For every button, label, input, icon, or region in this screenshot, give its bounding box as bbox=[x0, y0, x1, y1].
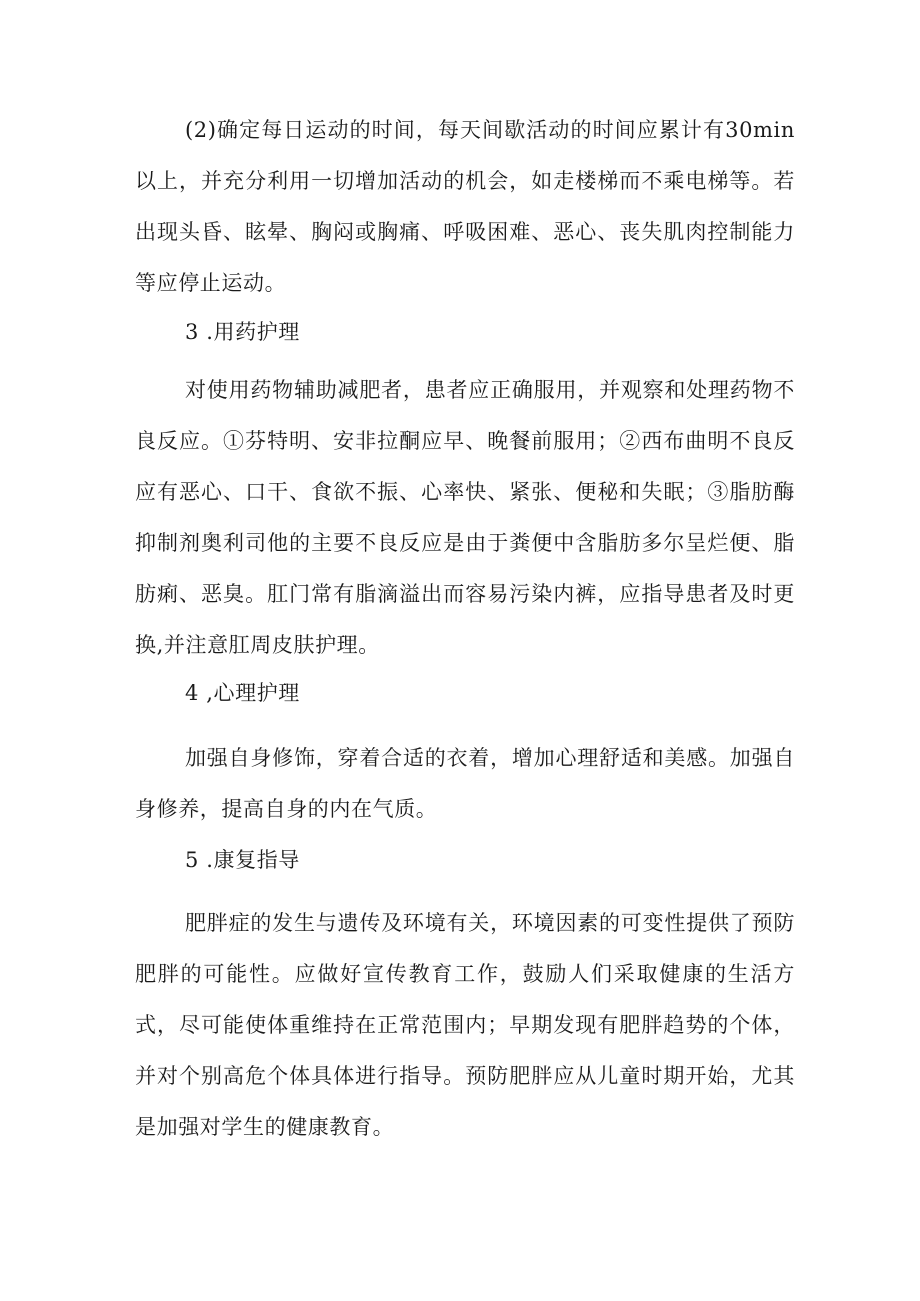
section-heading-medication: 3 .用药护理 bbox=[185, 320, 300, 344]
paragraph-rehabilitation: 肥胖症的发生与遗传及环境有关，环境因素的可变性提供了预防肥胖的可能性。应做好宣传教育工作，鼓励人们采取健康的生活方式，尽可能使体重维持在正常范围内；早期发现有肥胖趋势的个体，并对个别高危个体具体进行指导。预防肥胖应从儿童时期开始，尤其是加强对学生的健康教育。 bbox=[135, 911, 795, 1139]
paragraph-exercise-time: (2)确定每日运动的时间，每天间歇活动的时间应累计有30min以上，并充分利用一切增加活动的机会，如走楼梯而不乘电梯等。若出现头昏、眩晕、胸闷或胸痛、呼吸困难、恶心、丧失肌肉控制能力等应停止运动。 bbox=[135, 118, 795, 295]
section-heading-psychological: 4 ,心理护理 bbox=[185, 681, 300, 705]
paragraph-medication: 对使用药物辅助减肥者，患者应正确服用，并观察和处理药物不良反应。①芬特明、安非拉酮应早、晚餐前服用；②西布曲明不良反应有恶心、口干、食欲不振、心率快、紧张、便秘和失眠；③脂肪酶抑制剂奥利司他的主要不良反应是由于粪便中含脂肪多尔呈烂便、脂肪痢、恶臭。肛门常有脂滴溢出而容易污染内裤，应指导患者及时更换,并注意肛周皮肤护理。 bbox=[135, 378, 795, 657]
paragraph-psychological: 加强自身修饰，穿着合适的衣着，增加心理舒适和美感。加强自身修养，提高自身的内在气质。 bbox=[135, 746, 795, 821]
section-heading-rehabilitation: 5 .康复指导 bbox=[185, 848, 300, 872]
